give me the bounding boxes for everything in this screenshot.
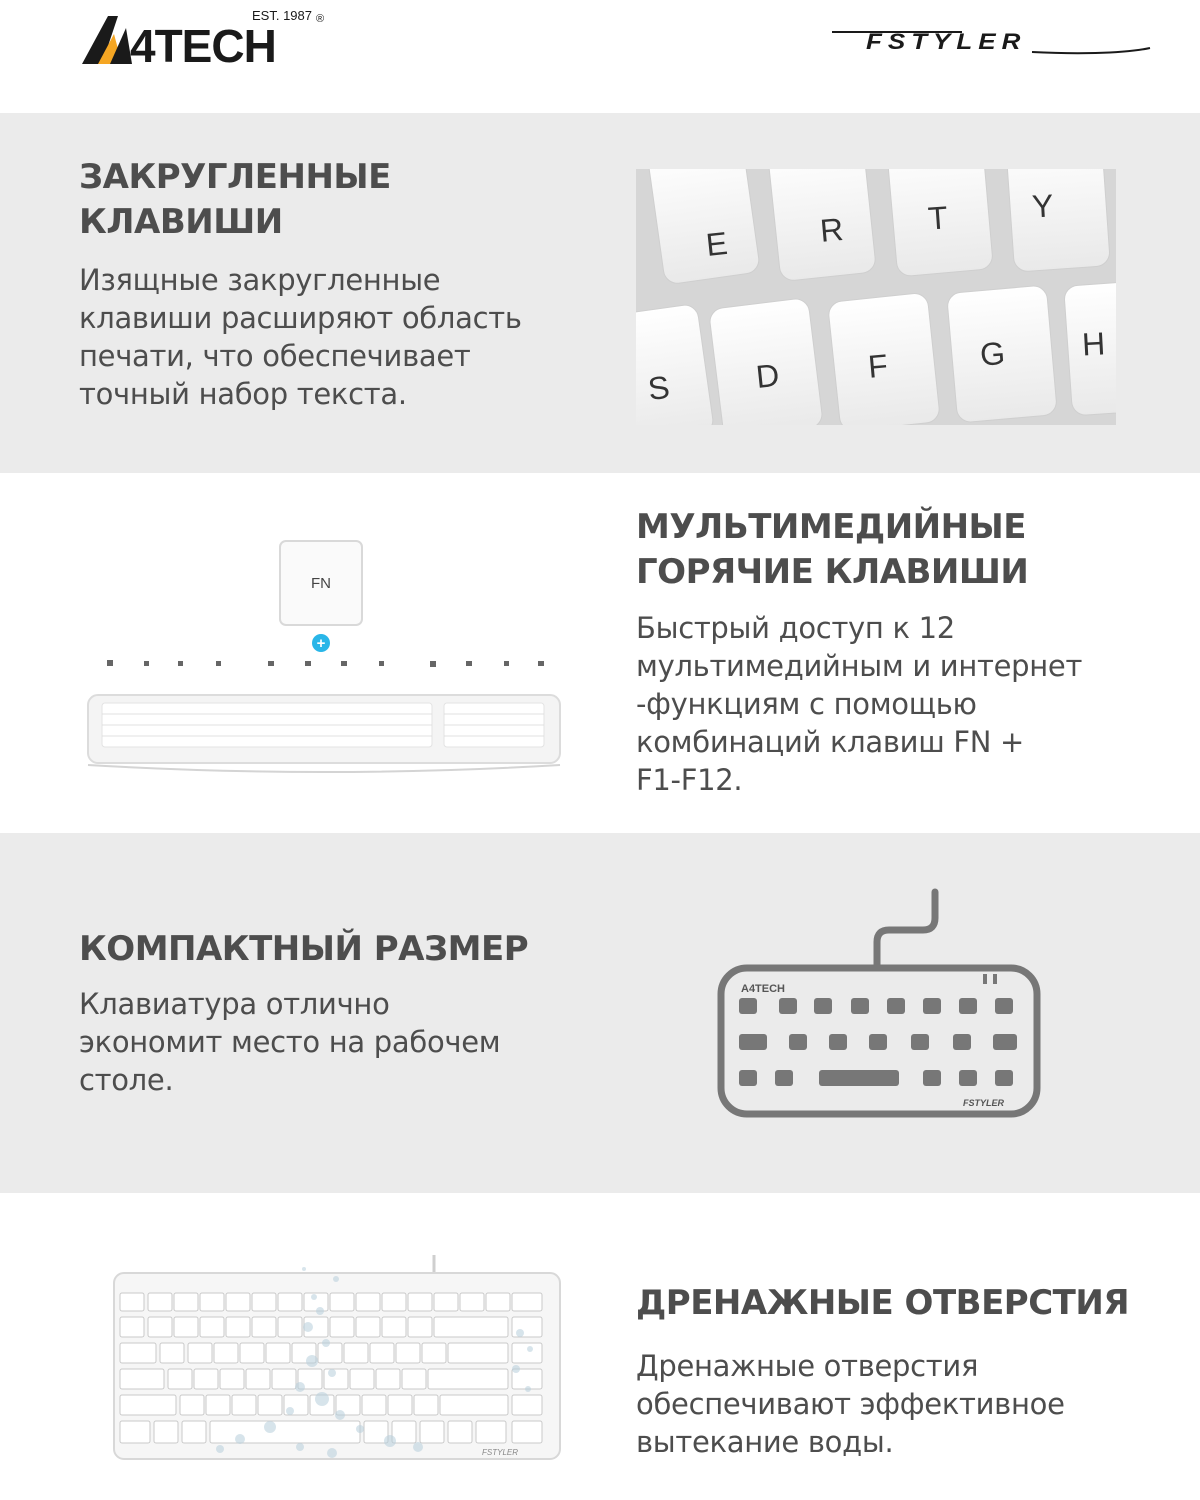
key-label-f: F bbox=[866, 347, 890, 385]
registered-mark: ® bbox=[316, 13, 325, 25]
key-label-r: R bbox=[818, 210, 845, 249]
key-label-s: S bbox=[646, 368, 672, 408]
icon-sub-brand-text: FSTYLER bbox=[963, 1098, 1005, 1108]
section-compact-size bbox=[0, 833, 1200, 1193]
section-title: МУЛЬТИМЕДИЙНЫЕ ГОРЯЧИЕ КЛАВИШИ bbox=[636, 507, 1029, 592]
key-label-y: Y bbox=[1031, 187, 1055, 225]
key-label-e: E bbox=[704, 224, 730, 263]
fstyler-logo-text: FSTYLER bbox=[866, 29, 1027, 55]
key-label-d: D bbox=[754, 356, 782, 395]
a4tech-est: EST. 1987 bbox=[252, 8, 312, 23]
section-multimedia-hotkeys bbox=[0, 473, 1200, 833]
section-title: ЗАКРУГЛЕННЫЕ КЛАВИШИ bbox=[79, 157, 391, 242]
fn-key-label: FN bbox=[311, 575, 331, 592]
multimedia-keyboard-image bbox=[80, 533, 570, 793]
section-title: КОМПАКТНЫЙ РАЗМЕР bbox=[79, 929, 529, 969]
header bbox=[0, 0, 1200, 113]
a4tech-logo bbox=[80, 6, 340, 66]
plus-symbol: + bbox=[316, 635, 326, 652]
key-label-g: G bbox=[978, 335, 1007, 373]
section-description: Быстрый доступ к 12 мультимедийным и интернет -функциям с помощью комбинаций клавиш FN + F1-F12. bbox=[636, 611, 1083, 797]
key-label-t: T bbox=[926, 199, 949, 237]
icon-brand-text: A4TECH bbox=[741, 983, 786, 995]
keyboard-brand-text: FSTYLER bbox=[482, 1448, 519, 1457]
section-rounded-keys bbox=[0, 113, 1200, 473]
key-label-h: H bbox=[1081, 325, 1107, 363]
section-description: Изящные закругленные клавиши расширяют область печати, что обеспечивает точный набор текста. bbox=[79, 263, 522, 411]
section-description: Дренажные отверстия обеспечивают эффективное вытекание воды. bbox=[636, 1349, 1065, 1459]
section-description: Клавиатура отлично экономит место на рабочем столе. bbox=[79, 987, 501, 1097]
drain-holes-keyboard-image bbox=[100, 1249, 570, 1465]
compact-keyboard-icon bbox=[715, 888, 1045, 1120]
section-drain-holes bbox=[0, 1193, 1200, 1500]
fstyler-logo bbox=[832, 22, 1152, 62]
section-title: ДРЕНАЖНЫЕ ОТВЕРСТИЯ bbox=[636, 1283, 1129, 1323]
rounded-keys-photo bbox=[636, 169, 1116, 425]
a4tech-logo-text: 4TECH bbox=[130, 20, 276, 66]
